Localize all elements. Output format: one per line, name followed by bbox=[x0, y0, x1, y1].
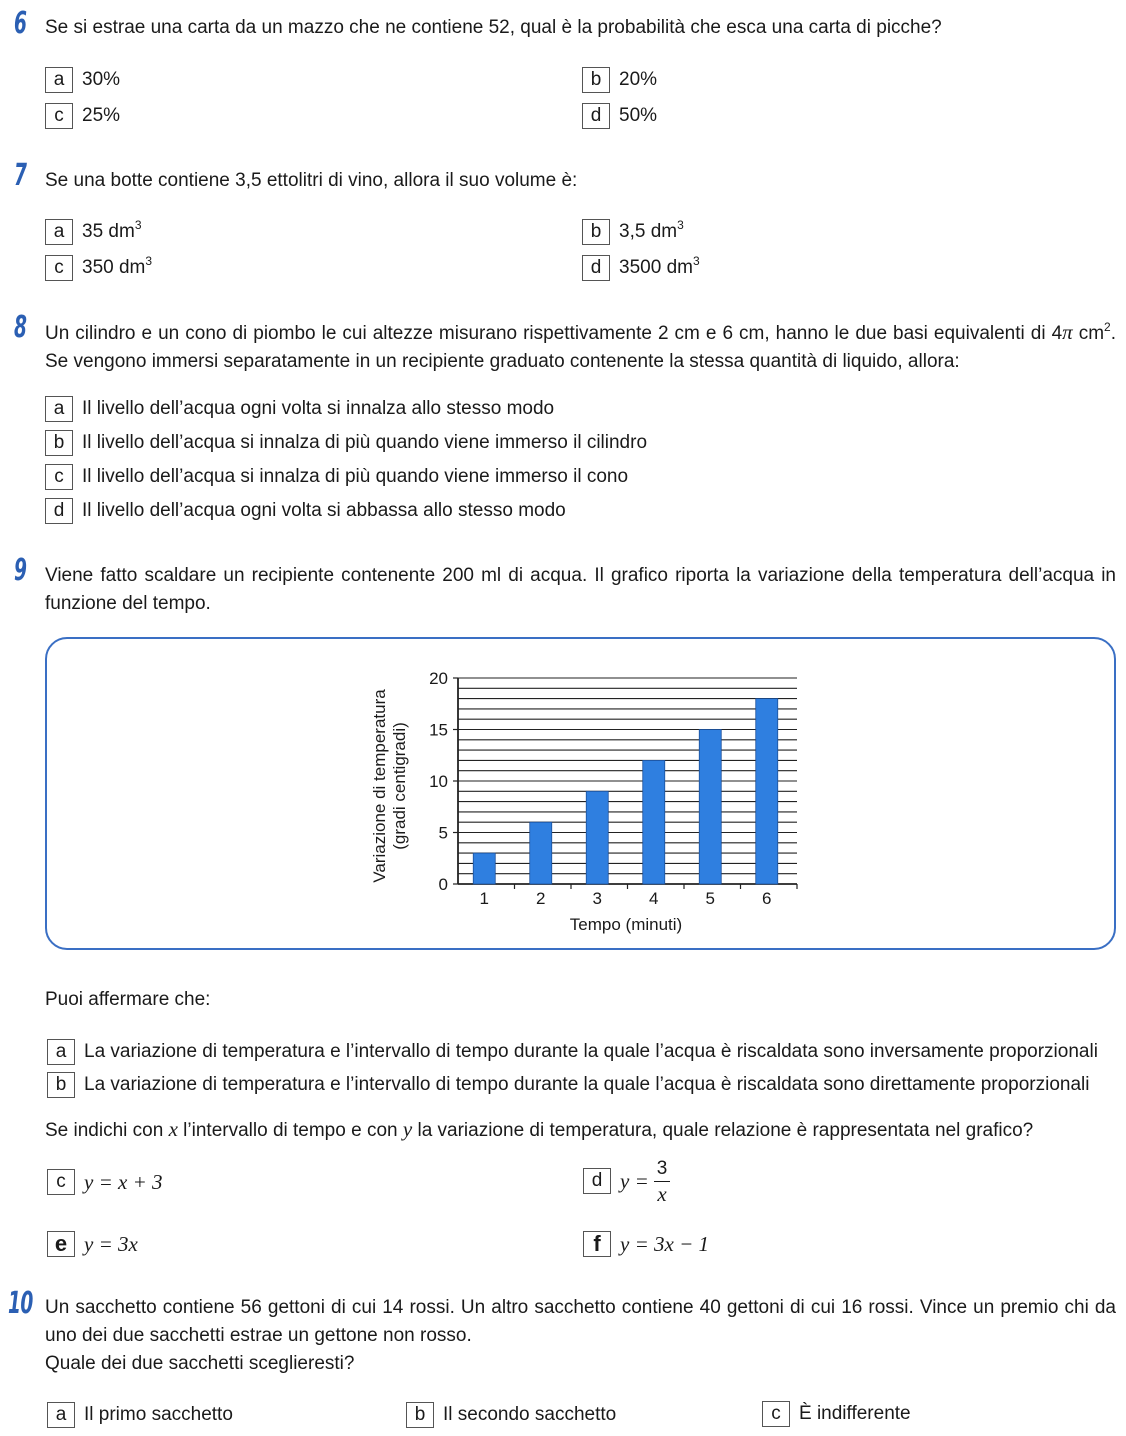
option-text: Il primo sacchetto bbox=[84, 1404, 233, 1425]
option-b[interactable] bbox=[45, 429, 647, 457]
option-letter: c bbox=[47, 1169, 75, 1195]
option-c[interactable] bbox=[45, 102, 120, 130]
question-number: 7 bbox=[14, 158, 27, 193]
option-text: Il livello dell’acqua si innalza di più quando viene immerso il cilindro bbox=[82, 432, 648, 453]
option-letter: e bbox=[47, 1231, 75, 1257]
option-letter: d bbox=[582, 255, 610, 281]
option-letter: b bbox=[406, 1402, 434, 1428]
bar bbox=[756, 699, 778, 884]
option-d[interactable] bbox=[582, 102, 657, 130]
x-tick-label: 3 bbox=[592, 889, 602, 908]
option-letter: c bbox=[45, 103, 73, 129]
x-tick-label: 5 bbox=[705, 889, 715, 908]
option-c[interactable] bbox=[45, 463, 628, 491]
option-letter: d bbox=[45, 498, 73, 524]
y-tick-label: 5 bbox=[438, 823, 448, 843]
option-text: 3,5 $dm^3$ bbox=[619, 218, 684, 242]
option-formula: y = x + 3 bbox=[84, 1169, 163, 1194]
prompt-text: Puoi affermare che: bbox=[45, 989, 211, 1010]
chart-y-label-line2: (gradi centigradi) bbox=[390, 722, 409, 850]
question-number: 6 bbox=[14, 6, 27, 41]
option-text: Il livello dell’acqua ogni volta si abbassa allo stesso modo bbox=[82, 500, 566, 521]
option-a[interactable] bbox=[47, 1401, 233, 1429]
option-c[interactable] bbox=[47, 1168, 162, 1196]
option-text: 30% bbox=[82, 69, 121, 90]
option-b[interactable] bbox=[406, 1401, 616, 1429]
fraction: $\frac{3}{x}$ bbox=[654, 1157, 671, 1206]
question-text: Un sacchetto contiene 56 gettoni di cui 14 rossi. Un altro sacchetto contiene 40 gettoni di cui 16 rossi. Vince un premio chi da uno dei due sacchetti estrae un gettone non rosso. Quale dei due sacchetti sceglieresti? bbox=[45, 1297, 1116, 1374]
option-c[interactable] bbox=[762, 1400, 911, 1428]
chart-x-label: Tempo (minuti) bbox=[569, 915, 683, 934]
option-a[interactable] bbox=[45, 66, 120, 94]
option-b[interactable] bbox=[47, 1071, 1089, 1099]
bar-chart bbox=[360, 660, 810, 940]
bar bbox=[586, 791, 608, 884]
question-text: Se una botte contiene 3,5 ettolitri di vino, allora il suo volume è: bbox=[45, 170, 578, 191]
bar bbox=[530, 822, 552, 884]
y-tick-label: 10 bbox=[429, 772, 448, 791]
question-text: Se si estrae una carta da un mazzo che ne contiene 52, qual è la probabilità che esca una carta di picche? bbox=[45, 17, 942, 38]
x-tick-label: 1 bbox=[479, 889, 489, 908]
x-tick-label: 6 bbox=[762, 889, 772, 908]
option-letter: a bbox=[47, 1039, 75, 1065]
question-number: 9 bbox=[14, 553, 27, 588]
chart-y-label-line1: Variazione di temperatura bbox=[370, 689, 389, 883]
option-letter: d bbox=[583, 1168, 611, 1194]
option-a[interactable] bbox=[45, 218, 142, 246]
option-text: Il livello dell’acqua si innalza di più quando viene immerso il cono bbox=[82, 466, 629, 487]
option-f[interactable] bbox=[583, 1230, 709, 1258]
option-formula: y = bbox=[620, 1168, 649, 1193]
question-number: 8 bbox=[14, 310, 27, 345]
option-a[interactable] bbox=[47, 1038, 1098, 1066]
option-letter: b bbox=[582, 219, 610, 245]
prompt-text: Se indichi con x l’intervallo di tempo e con y la variazione di temperatura, quale relazione è rappresentata nel grafico? bbox=[45, 1117, 1034, 1141]
option-d[interactable] bbox=[582, 254, 700, 282]
option-letter: a bbox=[45, 396, 73, 422]
bar bbox=[699, 730, 721, 885]
chart-x-ticks bbox=[480, 884, 797, 908]
option-letter: b bbox=[45, 430, 73, 456]
option-text: 350 $dm^3$ bbox=[82, 254, 153, 278]
option-text: 3500 $dm^3$ bbox=[619, 254, 700, 278]
option-text: Il livello dell’acqua ogni volta si innalza allo stesso modo bbox=[82, 398, 555, 419]
option-c[interactable] bbox=[45, 254, 152, 282]
option-letter: a bbox=[45, 67, 73, 93]
option-a[interactable] bbox=[45, 395, 554, 423]
option-letter: c bbox=[762, 1401, 790, 1427]
y-tick-label: 20 bbox=[429, 669, 448, 688]
question-text: Viene fatto scaldare un recipiente contenente 200 ml di acqua. Il grafico riporta la variazione della temperatura dell’acqua in funzione del tempo. bbox=[45, 565, 1116, 614]
option-text: La variazione di temperatura e l’intervallo di tempo durante la quale l’acqua è riscaldata sono direttamente proporzionali bbox=[84, 1074, 1090, 1095]
option-formula: y = 3x − 1 bbox=[620, 1231, 709, 1256]
option-letter: d bbox=[582, 103, 610, 129]
option-letter: b bbox=[582, 67, 610, 93]
option-b[interactable] bbox=[582, 66, 657, 94]
option-d[interactable] bbox=[583, 1157, 670, 1206]
option-text: 20% bbox=[619, 69, 658, 90]
option-letter: b bbox=[47, 1072, 75, 1098]
option-text: La variazione di temperatura e l’intervallo di tempo durante la quale l’acqua è riscaldata sono inversamente proporzionali bbox=[84, 1041, 1098, 1062]
option-text: 50% bbox=[619, 105, 658, 126]
option-letter: c bbox=[45, 464, 73, 490]
bar bbox=[473, 853, 495, 884]
option-e[interactable] bbox=[47, 1230, 138, 1258]
x-tick-label: 2 bbox=[536, 889, 546, 908]
y-tick-label: 15 bbox=[429, 720, 448, 740]
option-text: 25% bbox=[82, 105, 121, 126]
option-text: 35 $dm^3$ bbox=[82, 218, 142, 242]
bar bbox=[643, 760, 665, 884]
option-text: È indifferente bbox=[799, 1403, 911, 1424]
option-letter: c bbox=[45, 255, 73, 281]
option-letter: a bbox=[45, 219, 73, 245]
chart-y-ticks bbox=[429, 669, 458, 894]
option-letter: a bbox=[47, 1402, 75, 1428]
option-letter: f bbox=[583, 1231, 611, 1257]
option-formula: y = 3x bbox=[84, 1231, 138, 1256]
option-d[interactable] bbox=[45, 497, 566, 525]
chart-grid bbox=[458, 678, 797, 884]
question-number: 10 bbox=[8, 1286, 33, 1321]
y-tick-label: 0 bbox=[438, 875, 448, 894]
question-text: Un cilindro e un cono di piombo le cui altezze misurano rispettivamente 2 cm e 6 cm, hanno le due basi equivalenti di 4π $cm^2$. Se vengono immersi separatamente in un recipiente graduato contenente la stessa quantità di liquido, allora: bbox=[45, 320, 1117, 372]
x-tick-label: 4 bbox=[649, 889, 659, 908]
option-b[interactable] bbox=[582, 218, 684, 246]
option-text: Il secondo sacchetto bbox=[443, 1404, 617, 1425]
